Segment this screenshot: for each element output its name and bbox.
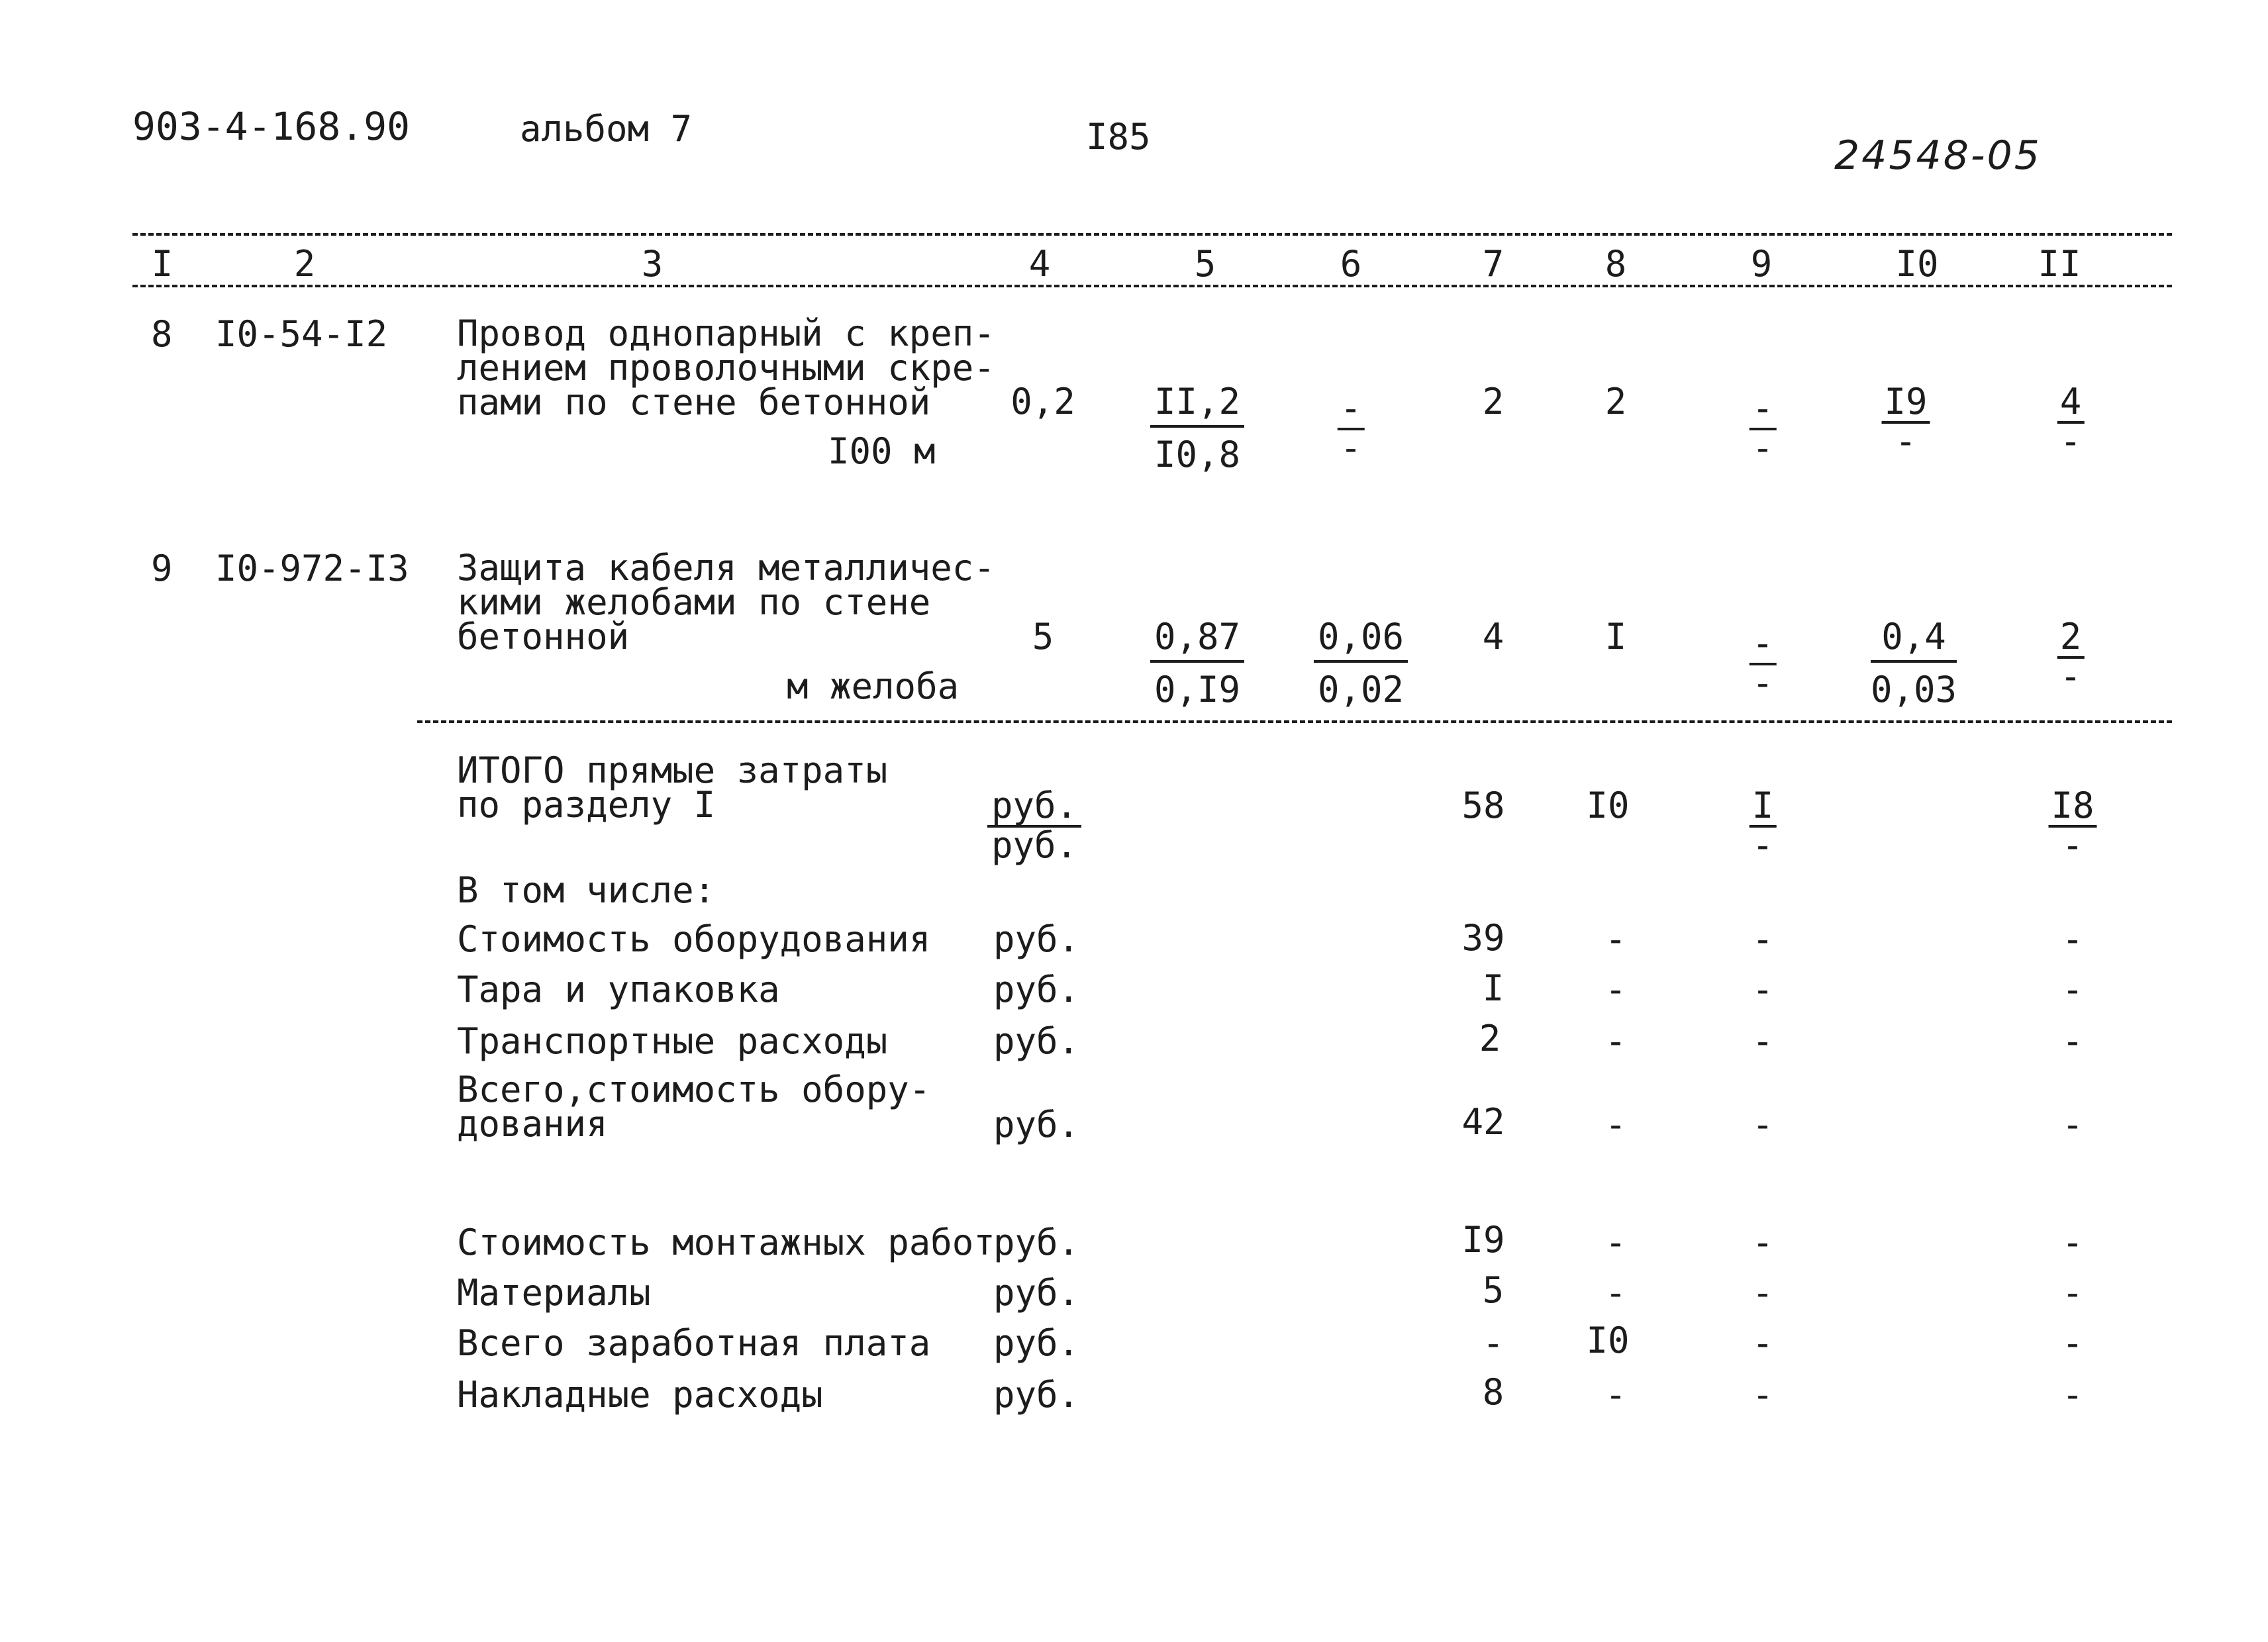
total-c8: I0	[1586, 785, 1630, 826]
col-header-4: 4	[1028, 243, 1051, 285]
row-c10-top: I9	[1881, 384, 1930, 424]
row-unit: I00 м	[828, 430, 936, 472]
item-c8: -	[1604, 969, 1627, 1010]
row-unit: м желоба	[787, 665, 960, 707]
item-c7: 42	[1461, 1101, 1505, 1143]
item-c9: -	[1751, 1272, 1774, 1314]
row-c9-bottom: -	[1751, 427, 1774, 469]
row-c9-fraction	[1750, 622, 1777, 704]
row-c8: I	[1604, 616, 1627, 657]
total-unit-top: руб.	[987, 788, 1081, 828]
col-header-1: I	[151, 243, 173, 285]
row-code: I0-972-I3	[215, 548, 409, 589]
item-label: Стоимость оборудования	[457, 918, 931, 960]
row-c5-fraction	[1150, 381, 1244, 475]
item-unit: руб.	[993, 1272, 1080, 1314]
item-unit: руб.	[993, 969, 1080, 1010]
item-c11: -	[2061, 918, 2084, 960]
item-c7: 39	[1461, 917, 1505, 959]
row-c9-top: -	[1750, 626, 1777, 665]
row-c8: 2	[1604, 381, 1627, 422]
total-unit-fraction	[987, 785, 1081, 866]
total-c9-fraction	[1750, 785, 1777, 866]
page-number: I85	[1086, 116, 1151, 158]
item-c9: -	[1751, 1104, 1774, 1145]
row-c6-fraction	[1338, 387, 1365, 469]
item-c9: -	[1751, 969, 1774, 1010]
row-c4: 0,2	[1011, 381, 1075, 422]
col-header-11: II	[2038, 243, 2081, 285]
item-c9: -	[1751, 1222, 1774, 1263]
item-unit: руб.	[993, 1322, 1080, 1364]
item-c11: -	[2061, 1020, 2084, 1062]
item-c9: -	[1751, 1020, 1774, 1062]
row-c10-bottom: 0,03	[1870, 669, 1957, 710]
row-description: Защита кабеля металличес- кими желобами по стене бетонной	[457, 547, 995, 657]
item-c7: -	[1482, 1322, 1504, 1364]
col-header-10: I0	[1895, 243, 1939, 285]
row-c5-bottom: 0,I9	[1154, 669, 1241, 710]
item-label: Всего заработная плата	[457, 1322, 931, 1364]
row-c11-top: 4	[2057, 384, 2085, 424]
total-c11-bottom: -	[2061, 824, 2084, 866]
row-c7: 4	[1482, 616, 1504, 657]
item-c9: -	[1751, 1374, 1774, 1416]
item-c8: -	[1604, 1222, 1627, 1263]
row-c10-fraction	[1870, 616, 1957, 710]
item-label: Тара и упаковка	[457, 969, 780, 1010]
including-label: В том числе:	[457, 869, 716, 911]
header-rule-top	[132, 233, 2172, 236]
item-c9: -	[1751, 1322, 1774, 1364]
item-unit: руб.	[993, 918, 1080, 960]
total-c11-top: I8	[2048, 788, 2096, 828]
col-header-7: 7	[1482, 243, 1504, 285]
row-c5-bottom: I0,8	[1154, 434, 1241, 475]
item-label: Транспортные расходы	[457, 1020, 888, 1062]
item-c8: I0	[1586, 1320, 1630, 1361]
total-c9-bottom: -	[1751, 824, 1774, 866]
row-c10-fraction	[1881, 381, 1930, 462]
item-c8: -	[1604, 1020, 1627, 1062]
col-header-8: 8	[1604, 243, 1627, 285]
item-c7: I9	[1461, 1219, 1505, 1261]
row-code: I0-54-I2	[215, 313, 388, 355]
total-c11-fraction	[2048, 785, 2096, 866]
row-c7: 2	[1482, 381, 1504, 422]
item-label: Всего,стоимость обору- дования	[457, 1069, 931, 1145]
album-label: альбом 7	[520, 108, 693, 150]
row-c6-bottom: -	[1340, 427, 1362, 469]
row-description: Провод однопарный с креп- лением проволочными скре- пами по стене бетонной	[457, 313, 995, 423]
row-c11-bottom: -	[2059, 420, 2082, 462]
item-c8: -	[1604, 1104, 1627, 1145]
row-c11-bottom: -	[2059, 655, 2082, 697]
total-c7: 58	[1461, 785, 1505, 826]
item-c7: 5	[1482, 1269, 1504, 1311]
section-rule	[417, 720, 2172, 723]
row-c9-bottom: -	[1751, 662, 1774, 704]
row-c5-fraction	[1150, 616, 1244, 710]
item-c11: -	[2061, 1272, 2084, 1314]
row-number: 8	[151, 313, 173, 355]
row-c6-top: -	[1338, 391, 1365, 430]
row-c6-top: 0,06	[1314, 619, 1408, 663]
item-c7: I	[1482, 967, 1504, 1009]
col-header-5: 5	[1194, 243, 1216, 285]
item-c11: -	[2061, 969, 2084, 1010]
item-c11: -	[2061, 1104, 2084, 1145]
col-header-6: 6	[1340, 243, 1362, 285]
item-unit: руб.	[993, 1222, 1080, 1263]
row-number: 9	[151, 548, 173, 589]
col-header-3: 3	[641, 243, 664, 285]
row-c5-top: II,2	[1150, 384, 1244, 428]
col-header-9: 9	[1750, 243, 1773, 285]
item-c11: -	[2061, 1322, 2084, 1364]
row-c9-fraction	[1750, 387, 1777, 469]
stamp-number: 24548-05	[1834, 132, 2042, 179]
row-c11-top: 2	[2057, 619, 2085, 659]
row-c4: 5	[1032, 616, 1054, 657]
item-c9: -	[1751, 918, 1774, 960]
item-unit: руб.	[993, 1020, 1080, 1062]
row-c11-fraction	[2057, 381, 2085, 462]
item-c8: -	[1604, 918, 1627, 960]
row-c5-top: 0,87	[1150, 619, 1244, 663]
item-unit: руб.	[993, 1104, 1080, 1145]
item-unit: руб.	[993, 1374, 1080, 1416]
item-c11: -	[2061, 1374, 2084, 1416]
total-label: ИТОГО прямые затраты по разделу I	[457, 749, 888, 826]
row-c11-fraction	[2057, 616, 2085, 697]
item-label: Накладные расходы	[457, 1374, 823, 1416]
item-c8: -	[1604, 1374, 1627, 1416]
item-label: Материалы	[457, 1272, 651, 1314]
item-c7: 2	[1479, 1018, 1501, 1059]
total-c9-top: I	[1750, 788, 1777, 828]
row-c9-top: -	[1750, 391, 1777, 430]
item-c7: 8	[1482, 1371, 1504, 1413]
row-c6-fraction	[1314, 616, 1408, 710]
col-header-2: 2	[293, 243, 316, 285]
document-code: 903-4-168.90	[132, 104, 411, 149]
row-c10-top: 0,4	[1871, 619, 1957, 663]
item-label: Стоимость монтажных работ	[457, 1222, 995, 1263]
row-c10-bottom: -	[1895, 420, 1917, 462]
header-rule-bottom	[132, 285, 2172, 287]
item-c8: -	[1604, 1272, 1627, 1314]
item-c11: -	[2061, 1222, 2084, 1263]
total-unit-bottom: руб.	[991, 824, 1078, 866]
row-c6-bottom: 0,02	[1317, 669, 1405, 710]
